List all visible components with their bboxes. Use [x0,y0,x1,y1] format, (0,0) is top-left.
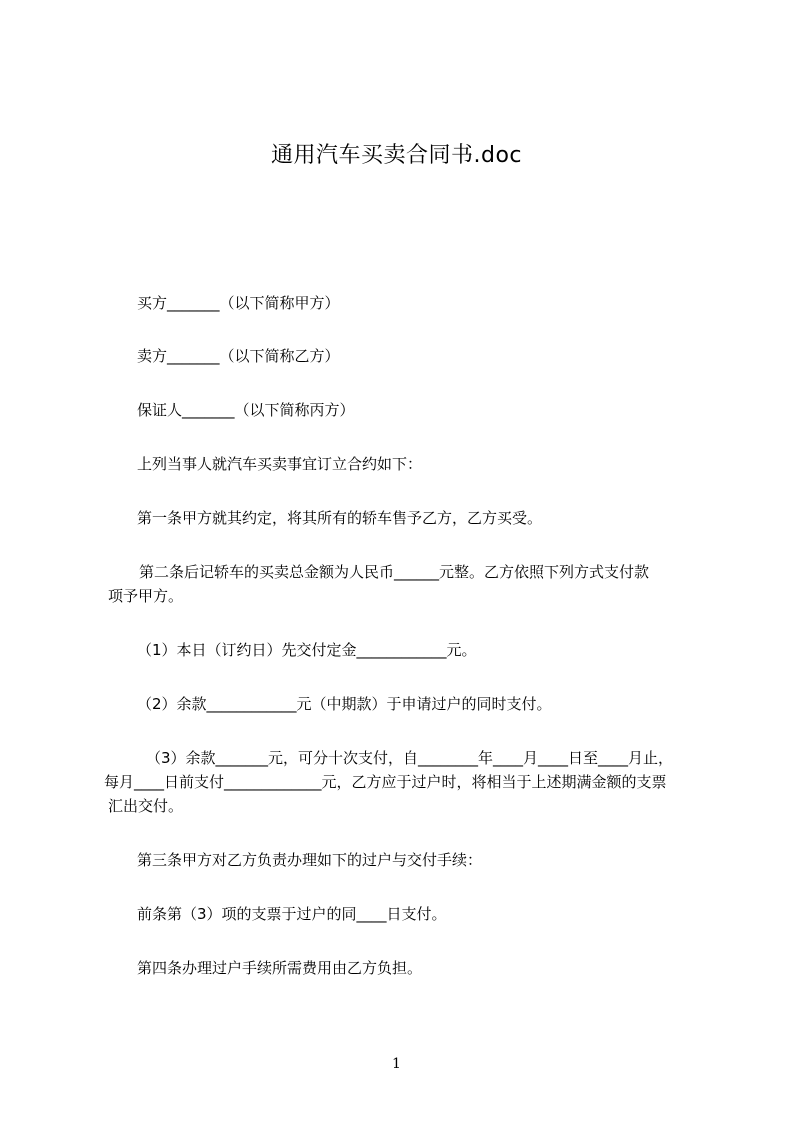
seller-line: 卖方_______（以下简称乙方） [137,347,340,365]
article-3-detail: 前条第（3）项的支票于过户的同____日支付。 [137,905,447,923]
payment-item-3-line-2: 每月____日前支付_____________元，乙方应于过户时，将相当于上述期满金额的支票 [104,773,667,791]
document-title: 通用汽车买卖合同书.doc [270,143,522,168]
payment-item-3-line-1: （3）余款_______元，可分十次支付，自________年____月____日至____月止， [146,749,674,767]
article-1: 第一条甲方就其约定，将其所有的轿车售予乙方，乙方买受。 [137,509,543,527]
article-2-line-1: 第二条后记轿车的买卖总金额为人民币______元整。乙方依照下列方式支付款 [139,563,650,581]
payment-item-3-line-3: 汇出交付。 [108,797,184,815]
payment-item-2: （2）余款____________元（中期款）于申请过户的同时支付。 [137,695,552,713]
article-3: 第三条甲方对乙方负责办理如下的过户与交付手续： [137,851,483,869]
payment-item-1: （1）本日（订约日）先交付定金____________元。 [137,641,477,659]
article-2-line-2: 项予甲方。 [108,587,184,605]
buyer-line: 买方_______（以下简称甲方） [137,294,340,312]
page-number: 1 [392,1056,401,1072]
intro-paragraph: 上列当事人就汽车买卖事宜订立合约如下： [137,455,423,473]
article-4: 第四条办理过户手续所需费用由乙方负担。 [137,959,423,977]
guarantor-line: 保证人_______（以下简称丙方） [137,401,355,419]
